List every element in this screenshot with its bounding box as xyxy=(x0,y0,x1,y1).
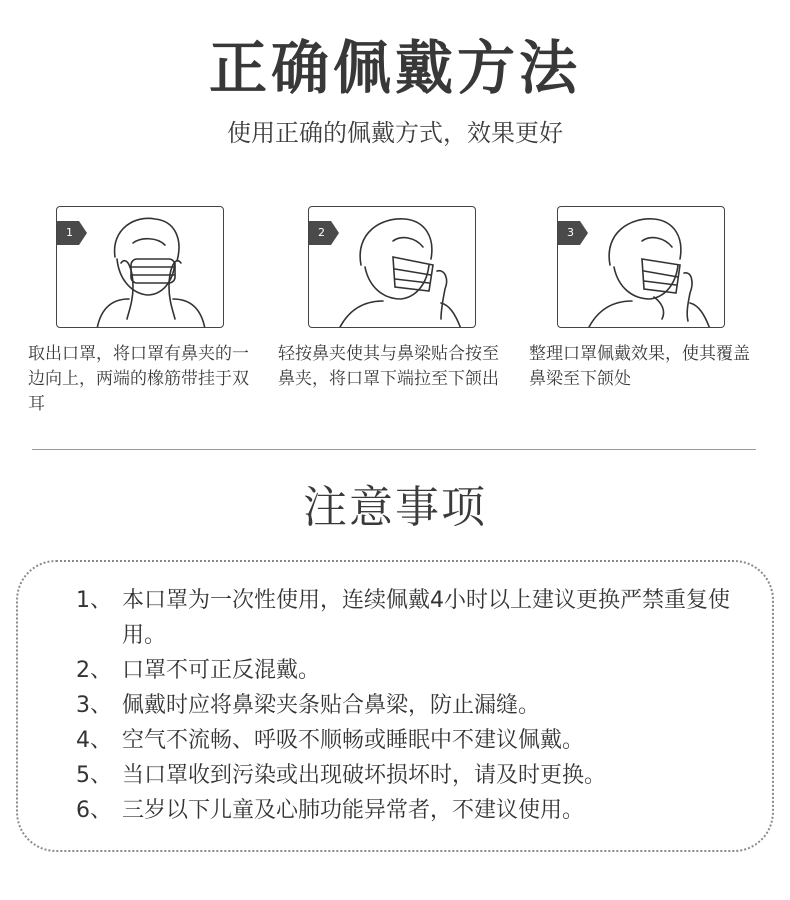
step-card-2 xyxy=(308,206,476,328)
step-card-1 xyxy=(56,206,224,328)
mask-wearing-illustration-icon xyxy=(309,207,476,328)
notice-item-text: 口罩不可正反混戴。 xyxy=(122,658,321,683)
notice-item-number: 1、 xyxy=(76,588,112,613)
notice-item xyxy=(76,793,736,828)
notice-item-text: 本口罩为一次性使用，连续佩戴4小时以上建议更换严禁重复使用。 xyxy=(122,588,730,648)
notice-item-text: 当口罩收到污染或出现破坏损坏时，请及时更换。 xyxy=(122,763,607,788)
page-subtitle: 使用正确的佩戴方式，效果更好 xyxy=(227,119,563,147)
notice-item-number: 5、 xyxy=(76,763,112,788)
step-text-1: 取出口罩，将口罩有鼻夹的一边向上，两端的橡筋带挂于双耳 xyxy=(28,344,249,414)
notice-item-number: 3、 xyxy=(76,693,112,718)
notice-title: 注意事项 xyxy=(303,482,487,533)
notice-item-number: 4、 xyxy=(76,728,112,753)
notice-item xyxy=(76,723,736,758)
notice-item-text: 三岁以下儿童及心肺功能异常者，不建议使用。 xyxy=(122,798,585,823)
notice-item xyxy=(76,758,736,793)
step-card-3 xyxy=(557,206,725,328)
page-title: 正确佩戴方法 xyxy=(208,34,581,102)
mask-wearing-illustration-icon xyxy=(57,207,224,328)
notice-item-text: 佩戴时应将鼻梁夹条贴合鼻梁，防止漏缝。 xyxy=(122,693,541,718)
step-text-3: 整理口罩佩戴效果，使其覆盖鼻梁至下颌处 xyxy=(529,344,750,389)
notice-item xyxy=(76,688,736,723)
step-text-2: 轻按鼻夹使其与鼻梁贴合按至鼻夹，将口罩下端拉至下颌出 xyxy=(278,344,499,389)
mask-wearing-illustration-icon xyxy=(558,207,725,328)
notice-item xyxy=(76,583,736,653)
notice-item-number: 2、 xyxy=(76,658,112,683)
step-number-badge: 3 xyxy=(567,226,574,239)
step-number-badge: 1 xyxy=(66,226,73,239)
notice-item xyxy=(76,653,736,688)
notice-item-number: 6、 xyxy=(76,798,112,823)
notice-item-text: 空气不流畅、呼吸不顺畅或睡眠中不建议佩戴。 xyxy=(122,728,585,753)
step-number-badge: 2 xyxy=(318,226,325,239)
notice-list xyxy=(76,583,736,828)
section-divider xyxy=(32,449,756,450)
